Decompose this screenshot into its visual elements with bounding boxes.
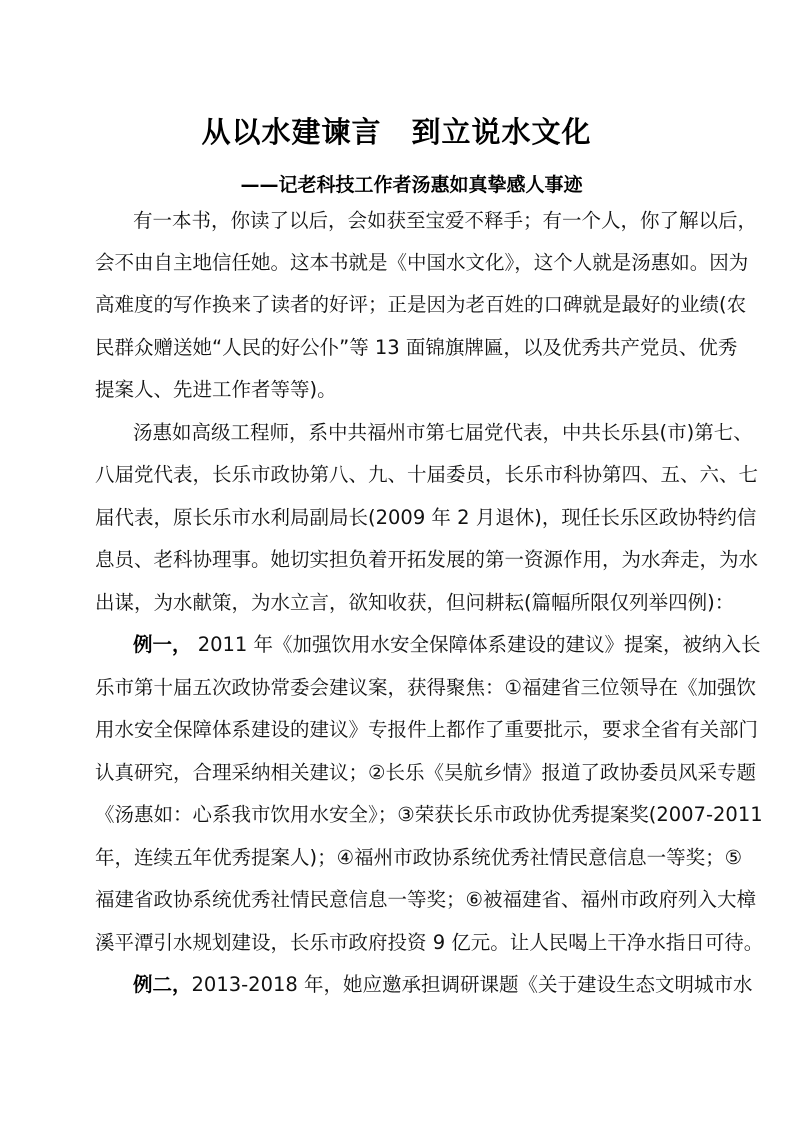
paragraph-1-line-3: 高难度的写作换来了读者的好评；正是因为老百姓的口碑就是最好的业绩(农 bbox=[95, 293, 747, 316]
example-1-line-5: 《汤惠如：心系我市饮用水安全》；③荣获长乐市政协优秀提案奖(2007-2011 bbox=[95, 803, 763, 826]
example-1-line-6: 年，连续五年优秀提案人)；④福州市政协系统优秀社情民意信息一等奖；⑤ bbox=[95, 846, 743, 869]
paragraph-1-line-2: 会不由自主地信任她。这本书就是《中国水文化》，这个人就是汤惠如。因为 bbox=[95, 251, 749, 274]
paragraph-1-line-1: 有一本书，你读了以后，会如获至宝爱不释手；有一个人，你了解以后， bbox=[133, 209, 758, 232]
example-1-line-7: 福建省政协系统优秀社情民意信息一等奖；⑥被福建省、福州市政府列入大樟 bbox=[95, 888, 756, 911]
paragraph-2-line-1: 汤惠如高级工程师，系中共福州市第七届党代表，中共长乐县(市)第七、 bbox=[133, 421, 753, 444]
example-2-label: 例二， bbox=[133, 973, 192, 996]
paragraph-1-line-4: 民群众赠送她“人民的好公仆”等 13 面锦旗牌匾，以及优秀共产党员、优秀 bbox=[95, 336, 738, 359]
document-title: 从以水建谏言 到立说水文化 bbox=[201, 115, 592, 149]
paragraph-2-line-5: 出谋，为水献策，为水立言，欲知收获，但问耕耘(篇幅所限仅列举四例)： bbox=[95, 591, 735, 614]
paragraph-1-line-5: 提案人、先进工作者等等)。 bbox=[95, 378, 337, 401]
paragraph-2-line-4: 息员、老科协理事。她切实担负着开拓发展的第一资源作用，为水奔走，为水 bbox=[95, 548, 759, 571]
example-1-line-3: 用水安全保障体系建设的建议》专报件上都作了重要批示，要求全省有关部门 bbox=[95, 718, 759, 741]
example-2-text: 2013-2018 年，她应邀承担调研课题《关于建设生态文明城市水 bbox=[191, 973, 753, 996]
example-1-line-8: 溪平潭引水规划建设，长乐市政府投资 9 亿元。让人民喝上干净水指日可待。 bbox=[95, 931, 764, 954]
document-subtitle: ——记老科技工作者汤惠如真挚感人事迹 bbox=[240, 174, 583, 196]
paragraph-2-line-2: 八届党代表，长乐市政协第八、九、十届委员，长乐市科协第四、五、六、七 bbox=[95, 463, 759, 486]
example-1-line-1 bbox=[133, 633, 761, 657]
example-2-line-1 bbox=[133, 973, 753, 997]
example-1-line-4: 认真研究，合理采纳相关建议；②长乐《吴航乡情》报道了政协委员风采专题 bbox=[95, 761, 756, 784]
example-1-line-2: 乐市第十届五次政协常委会建议案，获得聚焦：①福建省三位领导在《加强饮 bbox=[95, 676, 756, 699]
paragraph-2-line-3: 届代表，原长乐市水利局副局长(2009 年 2 月退休)，现任长乐区政协特约信 bbox=[95, 506, 757, 529]
example-1-text: 2011 年《加强饮用水安全保障体系建设的建议》提案，被纳入长 bbox=[191, 633, 761, 656]
example-1-label: 例一， bbox=[133, 633, 192, 656]
